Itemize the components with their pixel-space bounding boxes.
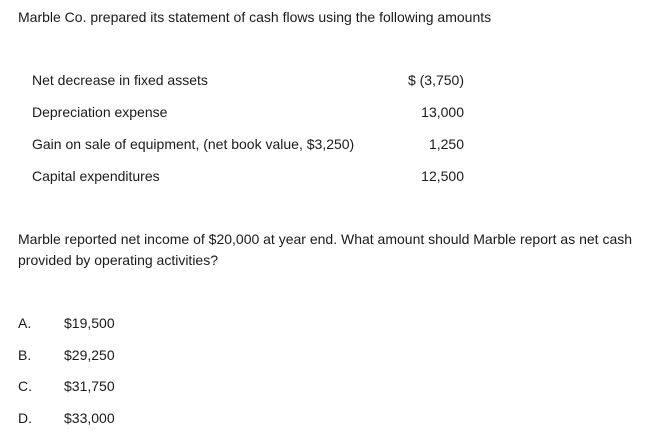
- amount-row-depreciation-expense: [32, 102, 464, 134]
- amount-row-net-decrease-fixed-assets: [32, 70, 464, 102]
- amount-row-gain-on-sale: [32, 134, 464, 166]
- amount-value: 1,250: [428, 136, 464, 152]
- choice-amount: $31,750: [64, 378, 115, 394]
- question-text: Marble reported net income of $20,000 at year end. What amount should Marble report as net cash provided by operating activities?: [18, 231, 633, 268]
- choice-letter: A.: [18, 315, 32, 331]
- amount-label: Depreciation expense: [32, 104, 168, 120]
- amount-value: 12,500: [421, 168, 464, 184]
- choice-letter: B.: [18, 346, 32, 363]
- choice-amount: $29,250: [64, 346, 115, 363]
- amount-value: 13,000: [421, 104, 464, 120]
- amount-value: $ (3,750): [407, 72, 464, 88]
- choice-amount: $33,000: [64, 409, 115, 426]
- choice-letter: D.: [18, 409, 32, 426]
- amount-label: Capital expenditures: [32, 168, 160, 184]
- choice-letter: C.: [18, 378, 32, 394]
- amount-row-capital-expenditures: [32, 166, 464, 198]
- amount-label: Net decrease in fixed assets: [32, 72, 208, 88]
- choice-amount: $19,500: [64, 315, 115, 331]
- intro-text: Marble Co. prepared its statement of cash flows using the following amounts: [18, 9, 492, 25]
- amount-label: Gain on sale of equipment, (net book value, $3,250): [32, 136, 355, 152]
- amounts-table: [32, 70, 464, 198]
